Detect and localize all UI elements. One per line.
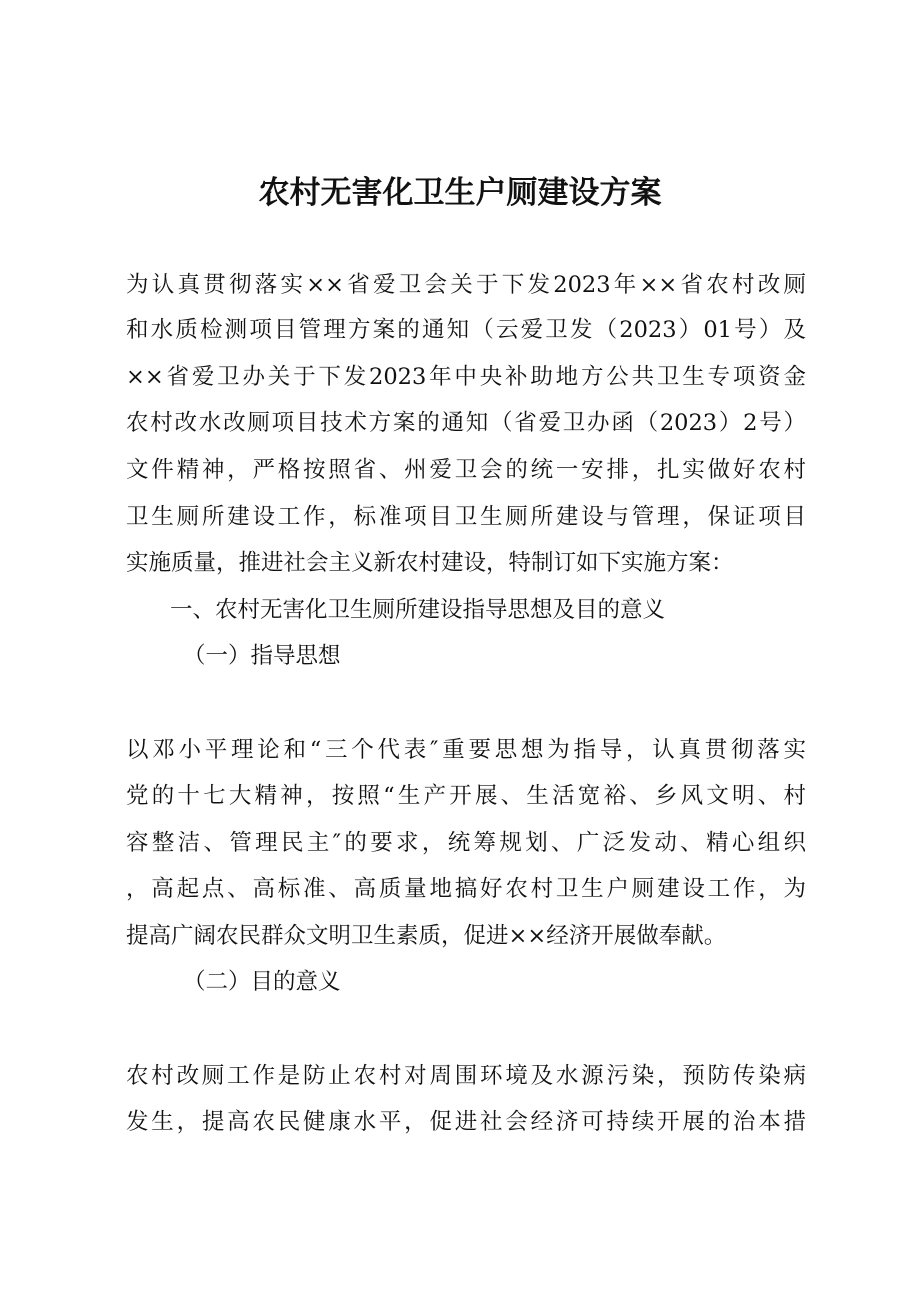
subsection-heading: （一）指导思想 bbox=[183, 643, 341, 669]
paragraph-line: ，高起点、高标准、高质量地搞好农村卫生户厕建设工作，为 bbox=[126, 876, 806, 902]
paragraph-line: 发生，提高农民健康水平，促进社会经济可持续开展的治本措 bbox=[126, 1109, 806, 1135]
paragraph-line: 以邓小平理论和“三个代表″重要思想为指导，认真贯彻落实 bbox=[126, 737, 806, 763]
paragraph-line: ××省爱卫办关于下发2023年中央补助地方公共卫生专项资金 bbox=[126, 364, 806, 390]
paragraph-line: 文件精神，严格按照省、州爱卫会的统一安排，扎实做好农村 bbox=[126, 457, 806, 483]
paragraph-line: 为认真贯彻落实××省爱卫会关于下发2023年××省农村改厕 bbox=[126, 272, 806, 298]
section-heading: 一、农村无害化卫生厕所建设指导思想及目的意义 bbox=[170, 597, 666, 623]
paragraph-line: 提高广阔农民群众文明卫生素质，促进××经济开展做奉献。 bbox=[126, 923, 727, 949]
paragraph-line: 党的十七大精神，按照“生产开展、生活宽裕、乡风文明、村 bbox=[126, 783, 806, 809]
paragraph-line: 实施质量，推进社会主义新农村建设，特制订如下实施方案： bbox=[126, 550, 734, 576]
subsection-heading: （二）目的意义 bbox=[183, 969, 341, 995]
paragraph-line: 和水质检测项目管理方案的通知（云爱卫发（2023）01号）及 bbox=[126, 317, 806, 343]
paragraph-line: 农村改厕工作是防止农村对周围环境及水源污染，预防传染病 bbox=[126, 1063, 806, 1089]
document-title: 农村无害化卫生户厕建设方案 bbox=[258, 175, 662, 211]
paragraph-line: 农村改水改厕项目技术方案的通知（省爱卫办函（2023）2号） bbox=[126, 410, 806, 436]
paragraph-line: 容整洁、管理民主″的要求，统筹规划、广泛发动、精心组织 bbox=[126, 830, 806, 856]
paragraph-line: 卫生厕所建设工作，标准项目卫生厕所建设与管理，保证项目 bbox=[126, 504, 806, 530]
